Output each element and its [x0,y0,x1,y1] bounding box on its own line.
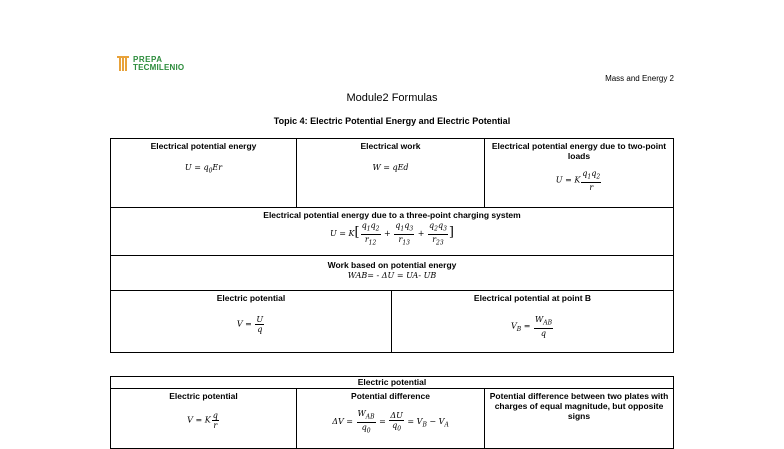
formula-work-potential-energy: WAB= - ΔU = UA- UB [347,271,437,280]
topic-heading: Topic 4: Electric Potential Energy and Electric Potential [273,116,511,126]
cell-electric-potential-point-charge [111,389,297,449]
cell-electric-potential [111,291,392,353]
cell-label: Potential difference [351,391,430,401]
formulas-table-1 [110,138,674,291]
course-label: Mass and Energy 2 [605,74,674,83]
cell-label: Potential difference between two plates with charges of equal magnitude, but opposite signs [489,391,669,421]
tecmilenio-logo-mark [117,55,129,72]
cell-electrical-potential-energy [111,139,297,208]
table2-header-label: Electric potential [357,377,427,387]
cell-label: Electric potential [169,391,238,401]
formula-three-point-system: U = K[ $\frac{q_1q_2}{r_{12}}$ + $\frac{q_1q_3}{r_{13}}$ + $\frac{q_2q_3}{r_{23}}$ ] [330,221,454,247]
formulas-table-1-potential-row [110,290,674,353]
table2-header [111,377,674,389]
logo-text-tecmilenio: TECMILENIO [133,62,185,72]
cell-label: Electrical potential at point B [473,293,592,303]
formula-electrical-work: W = qEd [372,163,409,172]
cell-three-point-system [111,208,674,256]
cell-label: Electrical potential energy due to two-point loads [491,141,667,161]
cell-work-potential-energy [111,256,674,291]
cell-potential-difference-plates [485,389,674,449]
formulas-table-2 [110,376,674,449]
formula-potential-at-point-b: $V_B$ = $\frac{W_{AB}}{q}$ [511,315,552,338]
cell-electrical-work [297,139,485,208]
logo-text-prepa: PREPA [133,54,163,64]
cell-potential-at-point-b [392,291,674,353]
formula-potential-difference: ΔV = $\frac{W_{AB}}{q_0}$ = $\frac{\Delta U}{q_0}$ = $V_B - V_A$ [332,409,449,435]
cell-label: Electrical work [360,141,421,151]
cell-label: Work based on potential energy [327,260,457,270]
document-title: Module2 Formulas [346,92,438,104]
formula-two-point-loads: U = K $\frac{q_1q_2}{r}$ [555,169,601,192]
cell-label: Electric potential [216,293,286,303]
formula-potential-energy: $U = q_0Er$ [184,163,223,175]
cell-label: Electrical potential energy due to a three-point charging system [263,210,521,220]
cell-potential-difference [297,389,485,449]
formula-electric-potential-point-charge: V = K $\frac{q}{r}$ [187,411,218,430]
tecmilenio-logo [117,55,184,72]
cell-label: Electrical potential energy [150,141,257,151]
formula-electric-potential: V = $\frac{U}{q}$ [236,315,264,334]
cell-two-point-loads [485,139,674,208]
